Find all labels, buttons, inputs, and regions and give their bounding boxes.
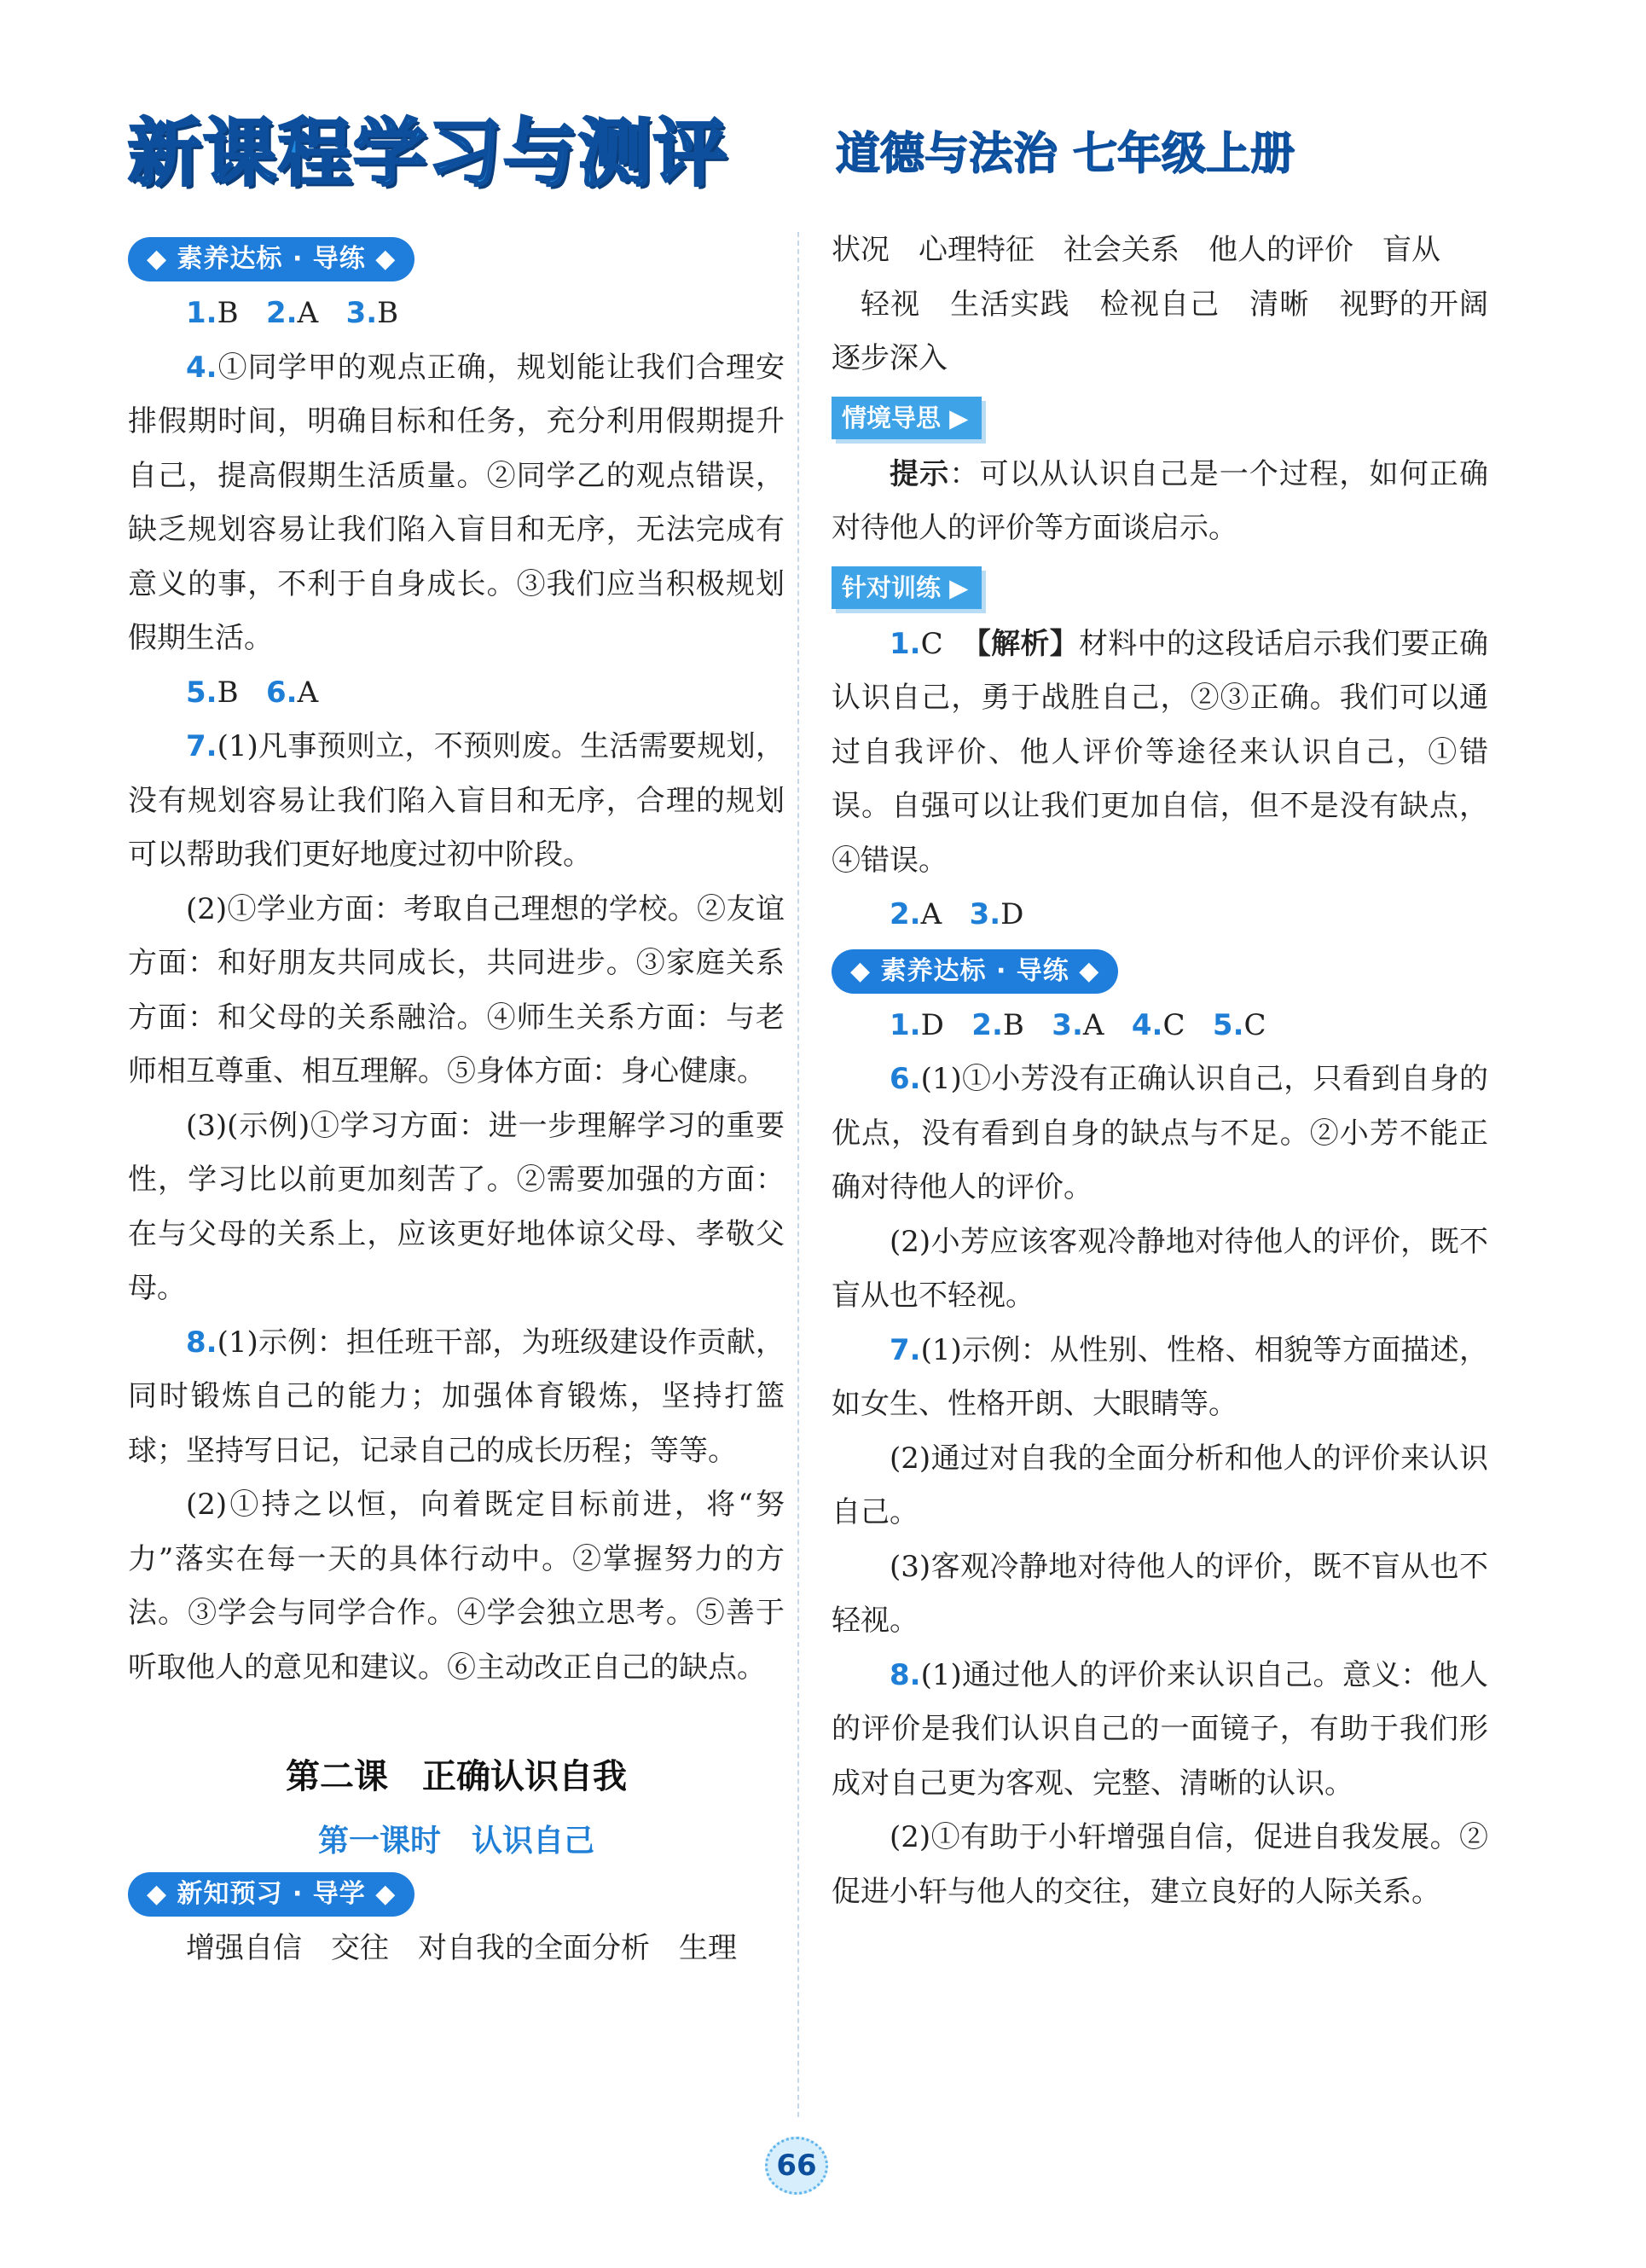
answer: A — [920, 897, 942, 931]
answer-paragraph: (3)(示例)①学习方面：进一步理解学习的重要性，学习比以前更加刻苦了。②需要加强的方面：在与父母的关系上，应该更好地体谅父母、孝敬父母。 — [128, 1108, 785, 1305]
answer-text: (1)凡事预则立，不预则废。生活需要规划，没有规划容易让我们陷入盲目和无序，合理的规划可以帮助我们更好地度过初中阶段。 — [128, 729, 785, 872]
answer-text: (1)通过他人的评价来认识自己。意义：他人的评价是我们认识自己的一面镜子，有助于我们形成对自己更为客观、完整、清晰的认识。 — [832, 1657, 1488, 1801]
answer-paragraph: (2)通过对自我的全面分析和他人的评价来认识自己。 — [832, 1441, 1488, 1529]
column-divider — [797, 232, 799, 2117]
question-number: 8. — [890, 1657, 921, 1692]
preview-answers: 状况 心理特征 社会关系 他人的评价 盲从 — [832, 233, 1440, 267]
question-number: 2. — [890, 897, 921, 931]
question-number: 5. — [1212, 1007, 1244, 1042]
answer: B — [217, 296, 239, 330]
question-number: 1. — [890, 626, 921, 661]
answer-text: (1)①小芳没有正确认识自己，只看到自身的优点，没有看到自身的缺点与不足。②小芳不能正确对待他人的评价。 — [832, 1062, 1488, 1204]
answer-paragraph — [832, 618, 1488, 889]
answer-paragraph — [128, 720, 785, 883]
answer-text: ①同学甲的观点正确，规划能让我们合理安排假期时间，明确目标和任务，充分利用假期提升自己，提高假期生活质量。②同学乙的观点错误，缺乏规划容易让我们陷入盲目和无序，无法完成有意义的事，不利于自身成长。③我们应当积极规划假期生活。 — [128, 350, 785, 655]
answer-paragraph: (2)①有助于小轩增强自信，促进自我发展。②促进小轩与他人的交往，建立良好的人际关系。 — [832, 1820, 1488, 1909]
answer-text: (1)示例：担任班干部，为班级建设作贡献，同时锻炼自己的能力；加强体育锻炼，坚持打篮球；坚持写日记，记录自己的成长历程；等等。 — [128, 1325, 785, 1468]
preview-answers: 增强自信 交往 对自我的全面分析 生理 — [186, 1931, 737, 1965]
question-number: 4. — [1131, 1007, 1163, 1042]
question-number: 3. — [345, 296, 378, 330]
lesson-title: 第二课 正确认识自我 — [286, 1756, 627, 1796]
hint-text: ：可以从认识自己是一个过程，如何正确对待他人的评价等方面谈启示。 — [832, 456, 1489, 545]
preview-answers: 轻视 生活实践 检视自己 清晰 视野的开阔 逐步深入 — [832, 287, 1517, 375]
answer-paragraph — [832, 1053, 1488, 1215]
lesson-subtitle: 第一课时 认识自己 — [317, 1824, 594, 1859]
answer-paragraph — [832, 1324, 1488, 1432]
page-header — [119, 94, 1569, 196]
question-number: 2. — [971, 1007, 1003, 1042]
answer-paragraph: (3)客观冷静地对待他人的评价，既不盲从也不轻视。 — [832, 1549, 1488, 1638]
section-badge-preview: ◆ 新知预习 · 导学 ◆ — [128, 1872, 414, 1917]
section-badge-practice: ◆ 素养达标 · 导练 ◆ — [832, 949, 1118, 994]
answer: B — [217, 675, 239, 710]
answer: B — [377, 296, 399, 330]
question-number: 3. — [1052, 1007, 1083, 1042]
answer: D — [1000, 897, 1024, 931]
left-column — [128, 230, 785, 1976]
question-number: 6. — [266, 675, 298, 710]
analysis-label: 【解析】 — [961, 626, 1080, 661]
question-number: 8. — [186, 1325, 217, 1360]
answer-paragraph — [832, 1649, 1488, 1812]
answer-paragraph: (2)①学业方面：考取自己理想的学校。②友谊方面：和好朋友共同成长，共同进步。③家庭关系方面：和父母的关系融洽。④师生关系方面：与老师相互尊重、相互理解。⑤身体方面：身心健康。 — [128, 891, 785, 1088]
hint-paragraph — [832, 448, 1488, 556]
question-number: 3. — [969, 897, 1001, 931]
question-number: 4. — [186, 350, 217, 385]
answer: D — [920, 1007, 944, 1042]
right-column — [832, 230, 1517, 1919]
book-title: 新课程学习与测评 — [128, 111, 728, 196]
section-tag-situation: 情境导思 ▶ — [832, 397, 982, 439]
hint-label: 提示 — [890, 456, 950, 491]
answer-paragraph: (2)①持之以恒，向着既定目标前进，将“努力”落实在每一天的具体行动中。②掌握努力的方法。③学会与同学合作。④学会独立思考。⑤善于听取他人的意见和建议。⑥主动改正自己的缺点。 — [128, 1488, 785, 1685]
subject-title: 道德与法治 七年级上册 — [836, 129, 1295, 180]
answer-paragraph — [128, 341, 785, 666]
question-number: 1. — [890, 1007, 921, 1042]
answer-line — [832, 999, 1488, 1053]
section-badge-practice: ◆ 素养达标 · 导练 ◆ — [128, 237, 414, 281]
answer-paragraph — [128, 1316, 785, 1479]
section-tag-training: 针对训练 ▶ — [832, 566, 982, 609]
question-number: 6. — [890, 1062, 921, 1096]
answer-line — [128, 666, 785, 721]
answer-paragraph: (2)小芳应该客观冷静地对待他人的评价，既不盲从也不轻视。 — [832, 1224, 1488, 1313]
answer: A — [297, 296, 319, 330]
answer: A — [297, 675, 319, 710]
question-number: 7. — [890, 1332, 921, 1367]
question-number: 7. — [186, 729, 217, 763]
answer-line — [832, 888, 1488, 943]
answer-line — [128, 287, 785, 341]
page-number: 66 — [765, 2137, 828, 2195]
question-number: 1. — [186, 296, 217, 330]
answer: C — [1243, 1007, 1266, 1042]
question-number: 5. — [186, 675, 217, 710]
question-number: 2. — [266, 296, 298, 330]
answer: B — [1002, 1007, 1024, 1042]
answer: C — [1162, 1007, 1185, 1042]
answer-text: (1)示例：从性别、性格、相貌等方面描述，如女生、性格开朗、大眼睛等。 — [832, 1332, 1488, 1421]
answer-text: 材料中的这段话启示我们要正确认识自己，勇于战胜自己，②③正确。我们可以通过自我评价、他人评价等途径来认识自己，①错误。自强可以让我们更加自信，但不是没有缺点，④错误。 — [832, 626, 1489, 878]
answer: A — [1082, 1007, 1104, 1042]
answer: C — [920, 626, 943, 661]
